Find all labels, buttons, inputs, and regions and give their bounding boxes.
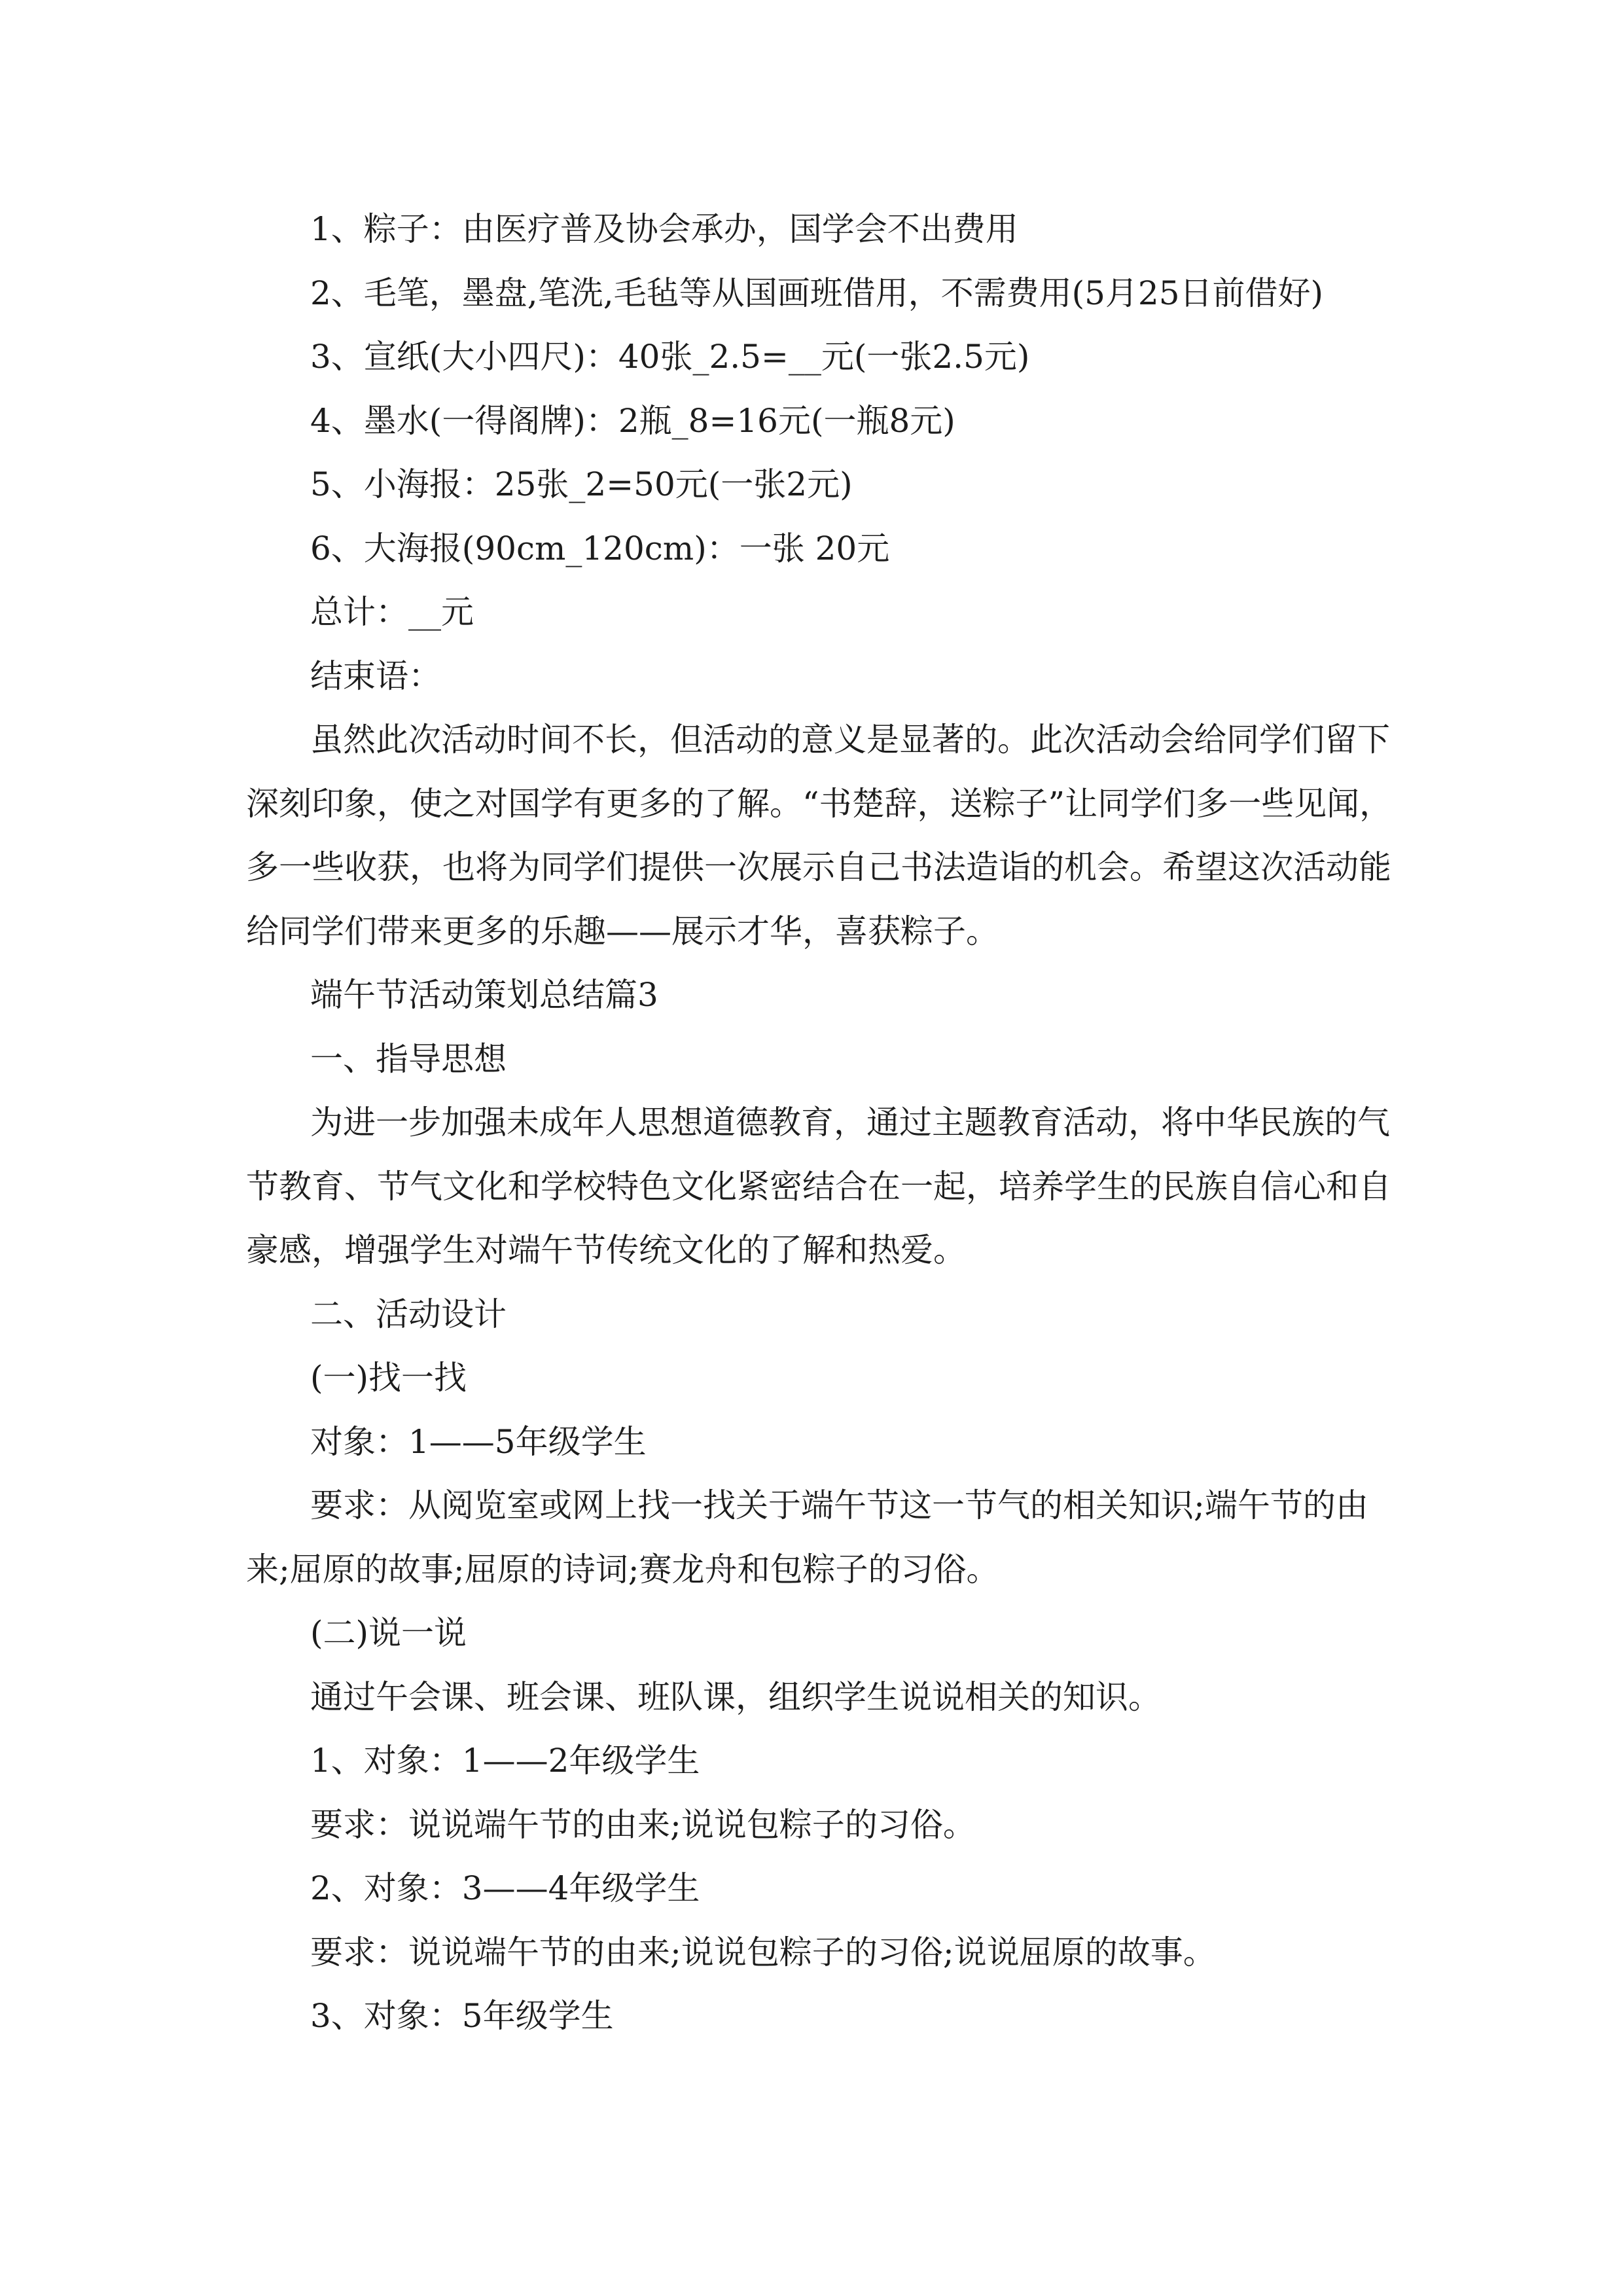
- budget-item-4: 4、墨水(一得阁牌)：2瓶_8=16元(一瓶8元): [310, 401, 955, 440]
- guiding-heading: 一、指导思想: [310, 1039, 507, 1078]
- say-target-2: 2、对象：3——4年级学生: [310, 1869, 700, 1907]
- say-intro: 通过午会课、班会课、班队课，组织学生说说相关的知识。: [310, 1677, 1161, 1716]
- budget-item-6: 6、大海报(90cm_120cm)：一张 20元: [310, 529, 890, 567]
- section-title: 端午节活动策划总结篇3: [310, 976, 658, 1014]
- say-heading: (二)说一说: [310, 1614, 467, 1652]
- closing-line-1: 虽然此次活动时间不长，但活动的意义是显著的。此次活动会给同学们留下: [310, 721, 1390, 759]
- budget-item-2: 2、毛笔，墨盘,笔洗,毛毡等从国画班借用，不需费用(5月25日前借好): [310, 274, 1324, 312]
- find-target: 对象：1——5年级学生: [310, 1422, 647, 1461]
- guiding-line-2: 节教育、节气文化和学校特色文化紧密结合在一起，培养学生的民族自信心和自: [246, 1167, 1391, 1206]
- budget-item-5: 5、小海报：25张_2=50元(一张2元): [310, 465, 853, 503]
- find-heading: (一)找一找: [310, 1359, 467, 1397]
- budget-item-3: 3、宣纸(大小四尺)：40张_2.5=__元(一张2.5元): [310, 338, 1030, 376]
- say-target-1: 1、对象：1——2年级学生: [310, 1742, 700, 1780]
- say-requirement-1: 要求：说说端午节的由来;说说包粽子的习俗。: [310, 1805, 976, 1844]
- say-target-3: 3、对象：5年级学生: [310, 1997, 614, 2035]
- guiding-paragraph: [246, 1091, 1391, 1283]
- find-req-line-2: 来;屈原的故事;屈原的诗词;赛龙舟和包粽子的习俗。: [246, 1550, 999, 1588]
- closing-paragraph: [246, 708, 1393, 963]
- budget-item-1: 1、粽子：由医疗普及协会承办，国学会不出费用: [310, 210, 1018, 248]
- closing-line-4: 给同学们带来更多的乐趣——展示才华，喜获粽子。: [246, 912, 999, 950]
- find-req-line-1: 要求：从阅览室或网上找一找关于端午节这一节气的相关知识;端午节的由: [310, 1486, 1368, 1524]
- budget-total: 总计：__元: [310, 593, 474, 631]
- say-requirement-2: 要求：说说端午节的由来;说说包粽子的习俗;说说屈原的故事。: [310, 1933, 1216, 1971]
- closing-line-3: 多一些收获，也将为同学们提供一次展示自己书法造诣的机会。希望这次活动能: [246, 848, 1391, 886]
- document-body: [246, 198, 1393, 2049]
- guiding-line-3: 豪感，增强学生对端午节传统文化的了解和热爱。: [246, 1231, 966, 1269]
- design-heading: 二、活动设计: [310, 1295, 507, 1333]
- find-requirement: [246, 1474, 1378, 1602]
- guiding-line-1: 为进一步加强未成年人思想道德教育，通过主题教育活动，将中华民族的气: [310, 1103, 1390, 1141]
- closing-heading: 结束语：: [310, 656, 441, 695]
- closing-line-2: 深刻印象，使之对国学有更多的了解。“书楚辞，送粽子”让同学们多一些见闻，: [246, 784, 1393, 823]
